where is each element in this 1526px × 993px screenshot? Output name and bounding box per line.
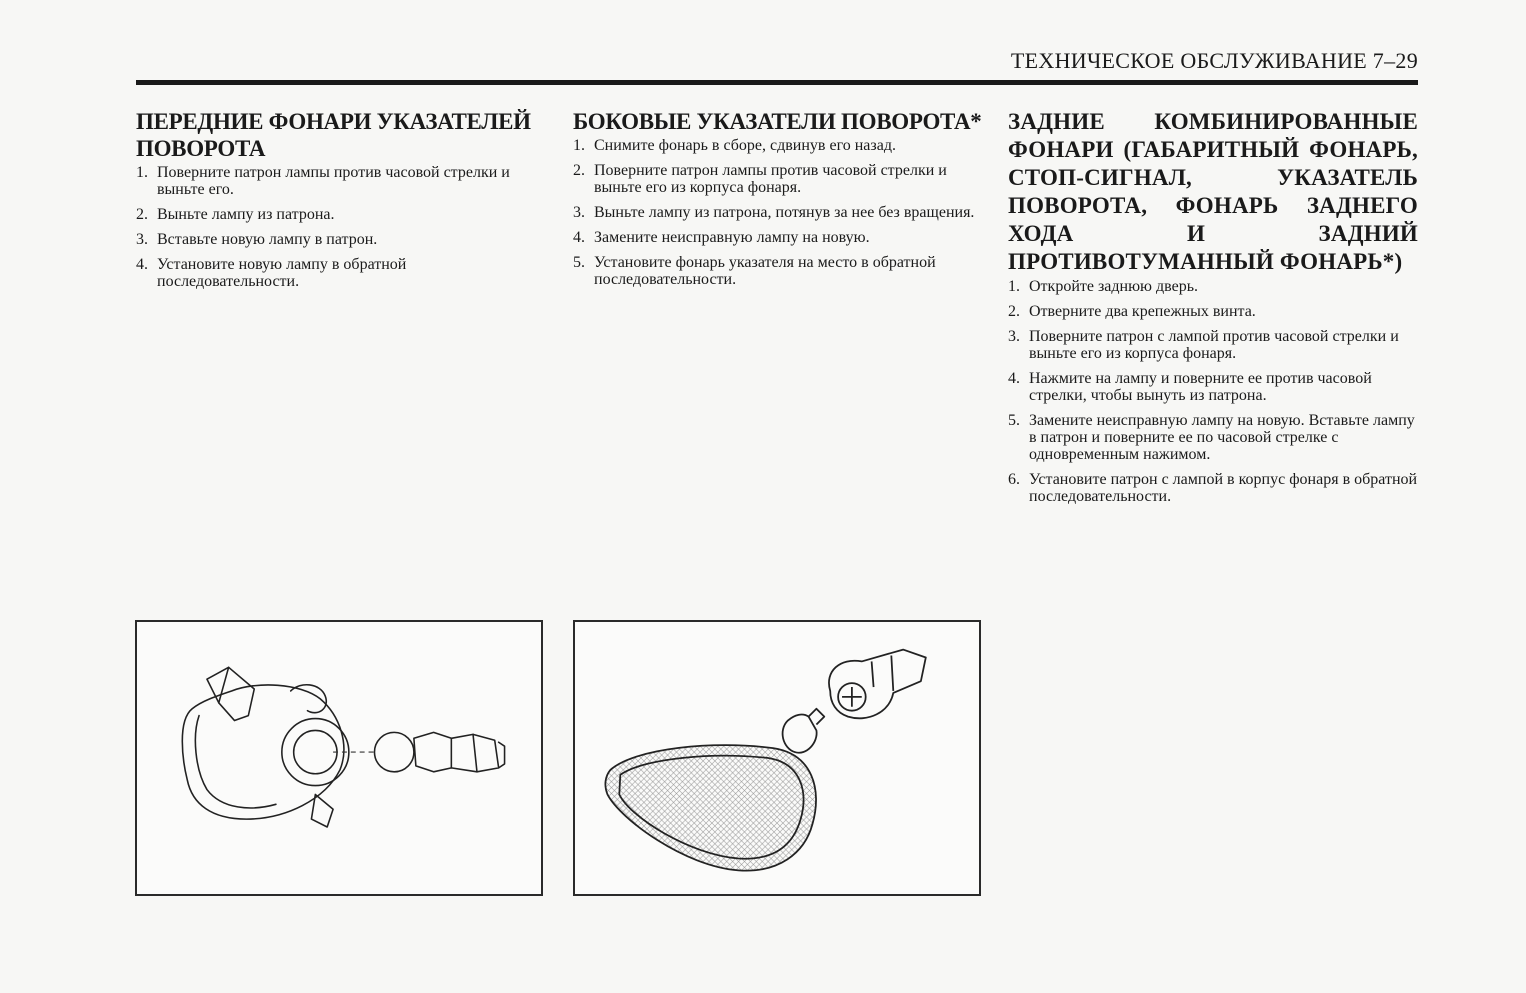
section-side-turn-lamps [573, 108, 983, 296]
step-text: Вставьте новую лампу в патрон. [157, 231, 378, 248]
list-item [573, 204, 983, 221]
socket-connector [499, 742, 505, 768]
list-item [1008, 412, 1418, 463]
socket-inner-ring [294, 730, 337, 773]
list-item [136, 256, 546, 290]
step-text: Нажмите на лампу и поверните ее против часовой стрелки, чтобы вынуть из патрона. [1029, 370, 1372, 404]
section-title: ЗАДНИЕ КОМБИНИРОВАННЫЕ ФОНАРИ (ГАБАРИТНЫЙ ФОНАРЬ, СТОП-СИГНАЛ, УКАЗАТЕЛЬ ПОВОРОТА, ФОНАРЬ ЗАДНЕГО ХОДА И ЗАДНИЙ ПРОТИВОТУМАННЫЙ ФОНАРЬ*) [1008, 109, 1418, 274]
wedge-bulb [783, 715, 817, 753]
bulb-socket [414, 732, 499, 771]
running-title: ТЕХНИЧЕСКОЕ ОБСЛУЖИВАНИЕ 7–29 [1010, 48, 1418, 73]
step-number: 1. [136, 164, 148, 181]
step-number: 3. [136, 231, 148, 248]
step-text: Откройте заднюю дверь. [1029, 278, 1199, 295]
section-rear-combination-lamps [1008, 108, 1418, 513]
step-text: Установите новую лампу в обратной последовательности. [157, 256, 407, 290]
step-number: 1. [573, 137, 585, 154]
list-item [136, 206, 546, 223]
mounting-bracket [207, 667, 254, 720]
steps-list [136, 164, 546, 290]
step-text: Выньте лампу из патрона, потянув за нее без вращения. [594, 204, 975, 221]
list-item [573, 229, 983, 246]
list-item [1008, 471, 1418, 505]
side-lamp-drawing [575, 622, 979, 894]
list-item [1008, 328, 1418, 362]
side-indicator-illustration [573, 620, 981, 896]
list-item [1008, 370, 1418, 404]
step-number: 4. [1008, 370, 1020, 387]
list-item [1008, 303, 1418, 320]
list-item [136, 231, 546, 248]
step-number: 3. [1008, 328, 1020, 345]
step-text: Отверните два крепежных винта. [1029, 303, 1256, 320]
step-text: Установите фонарь указателя на место в обратной последовательности. [594, 254, 936, 288]
steps-list [573, 137, 983, 288]
section-title: ПЕРЕДНИЕ ФОНАРИ УКАЗАТЕЛЕЙ ПОВОРОТА [136, 109, 531, 161]
front-turn-lamp-illustration [135, 620, 543, 896]
list-item [573, 162, 983, 196]
step-number: 2. [573, 162, 585, 179]
step-number: 4. [573, 229, 585, 246]
step-number: 1. [1008, 278, 1020, 295]
step-number: 3. [573, 204, 585, 221]
step-number: 2. [136, 206, 148, 223]
section-front-turn-lamps [136, 108, 546, 298]
step-number: 6. [1008, 471, 1020, 488]
step-text: Установите патрон с лампой в корпус фонаря в обратной последовательности. [1029, 471, 1418, 505]
step-text: Замените неисправную лампу на новую. Вставьте лампу в патрон и поверните ее по часовой стрелке с одновременным нажимом. [1029, 412, 1415, 463]
section-title: БОКОВЫЕ УКАЗАТЕЛИ ПОВОРОТА* [573, 109, 982, 134]
step-text: Выньте лампу из патрона. [157, 206, 335, 223]
step-text: Поверните патрон лампы против часовой стрелки и выньте его. [157, 164, 510, 198]
step-text: Снимите фонарь в сборе, сдвинув его назад. [594, 137, 896, 154]
list-item [136, 164, 546, 198]
page-header [136, 42, 1418, 85]
step-text: Поверните патрон лампы против часовой стрелки и выньте его из корпуса фонаря. [594, 162, 947, 196]
list-item [573, 254, 983, 288]
socket-opening [282, 719, 349, 786]
step-number: 4. [136, 256, 148, 273]
step-text: Замените неисправную лампу на новую. [594, 229, 870, 246]
lamp-lens-edge [195, 716, 276, 808]
step-number: 5. [1008, 412, 1020, 429]
step-number: 5. [573, 254, 585, 271]
list-item [573, 137, 983, 154]
steps-list [1008, 278, 1418, 505]
step-number: 2. [1008, 303, 1020, 320]
bulb-glass [374, 732, 413, 771]
lower-tab [311, 794, 333, 827]
list-item [1008, 278, 1418, 295]
socket-ribs [451, 734, 477, 771]
step-text: Поверните патрон с лампой против часовой стрелки и выньте его из корпуса фонаря. [1029, 328, 1399, 362]
front-lamp-drawing [137, 622, 541, 894]
